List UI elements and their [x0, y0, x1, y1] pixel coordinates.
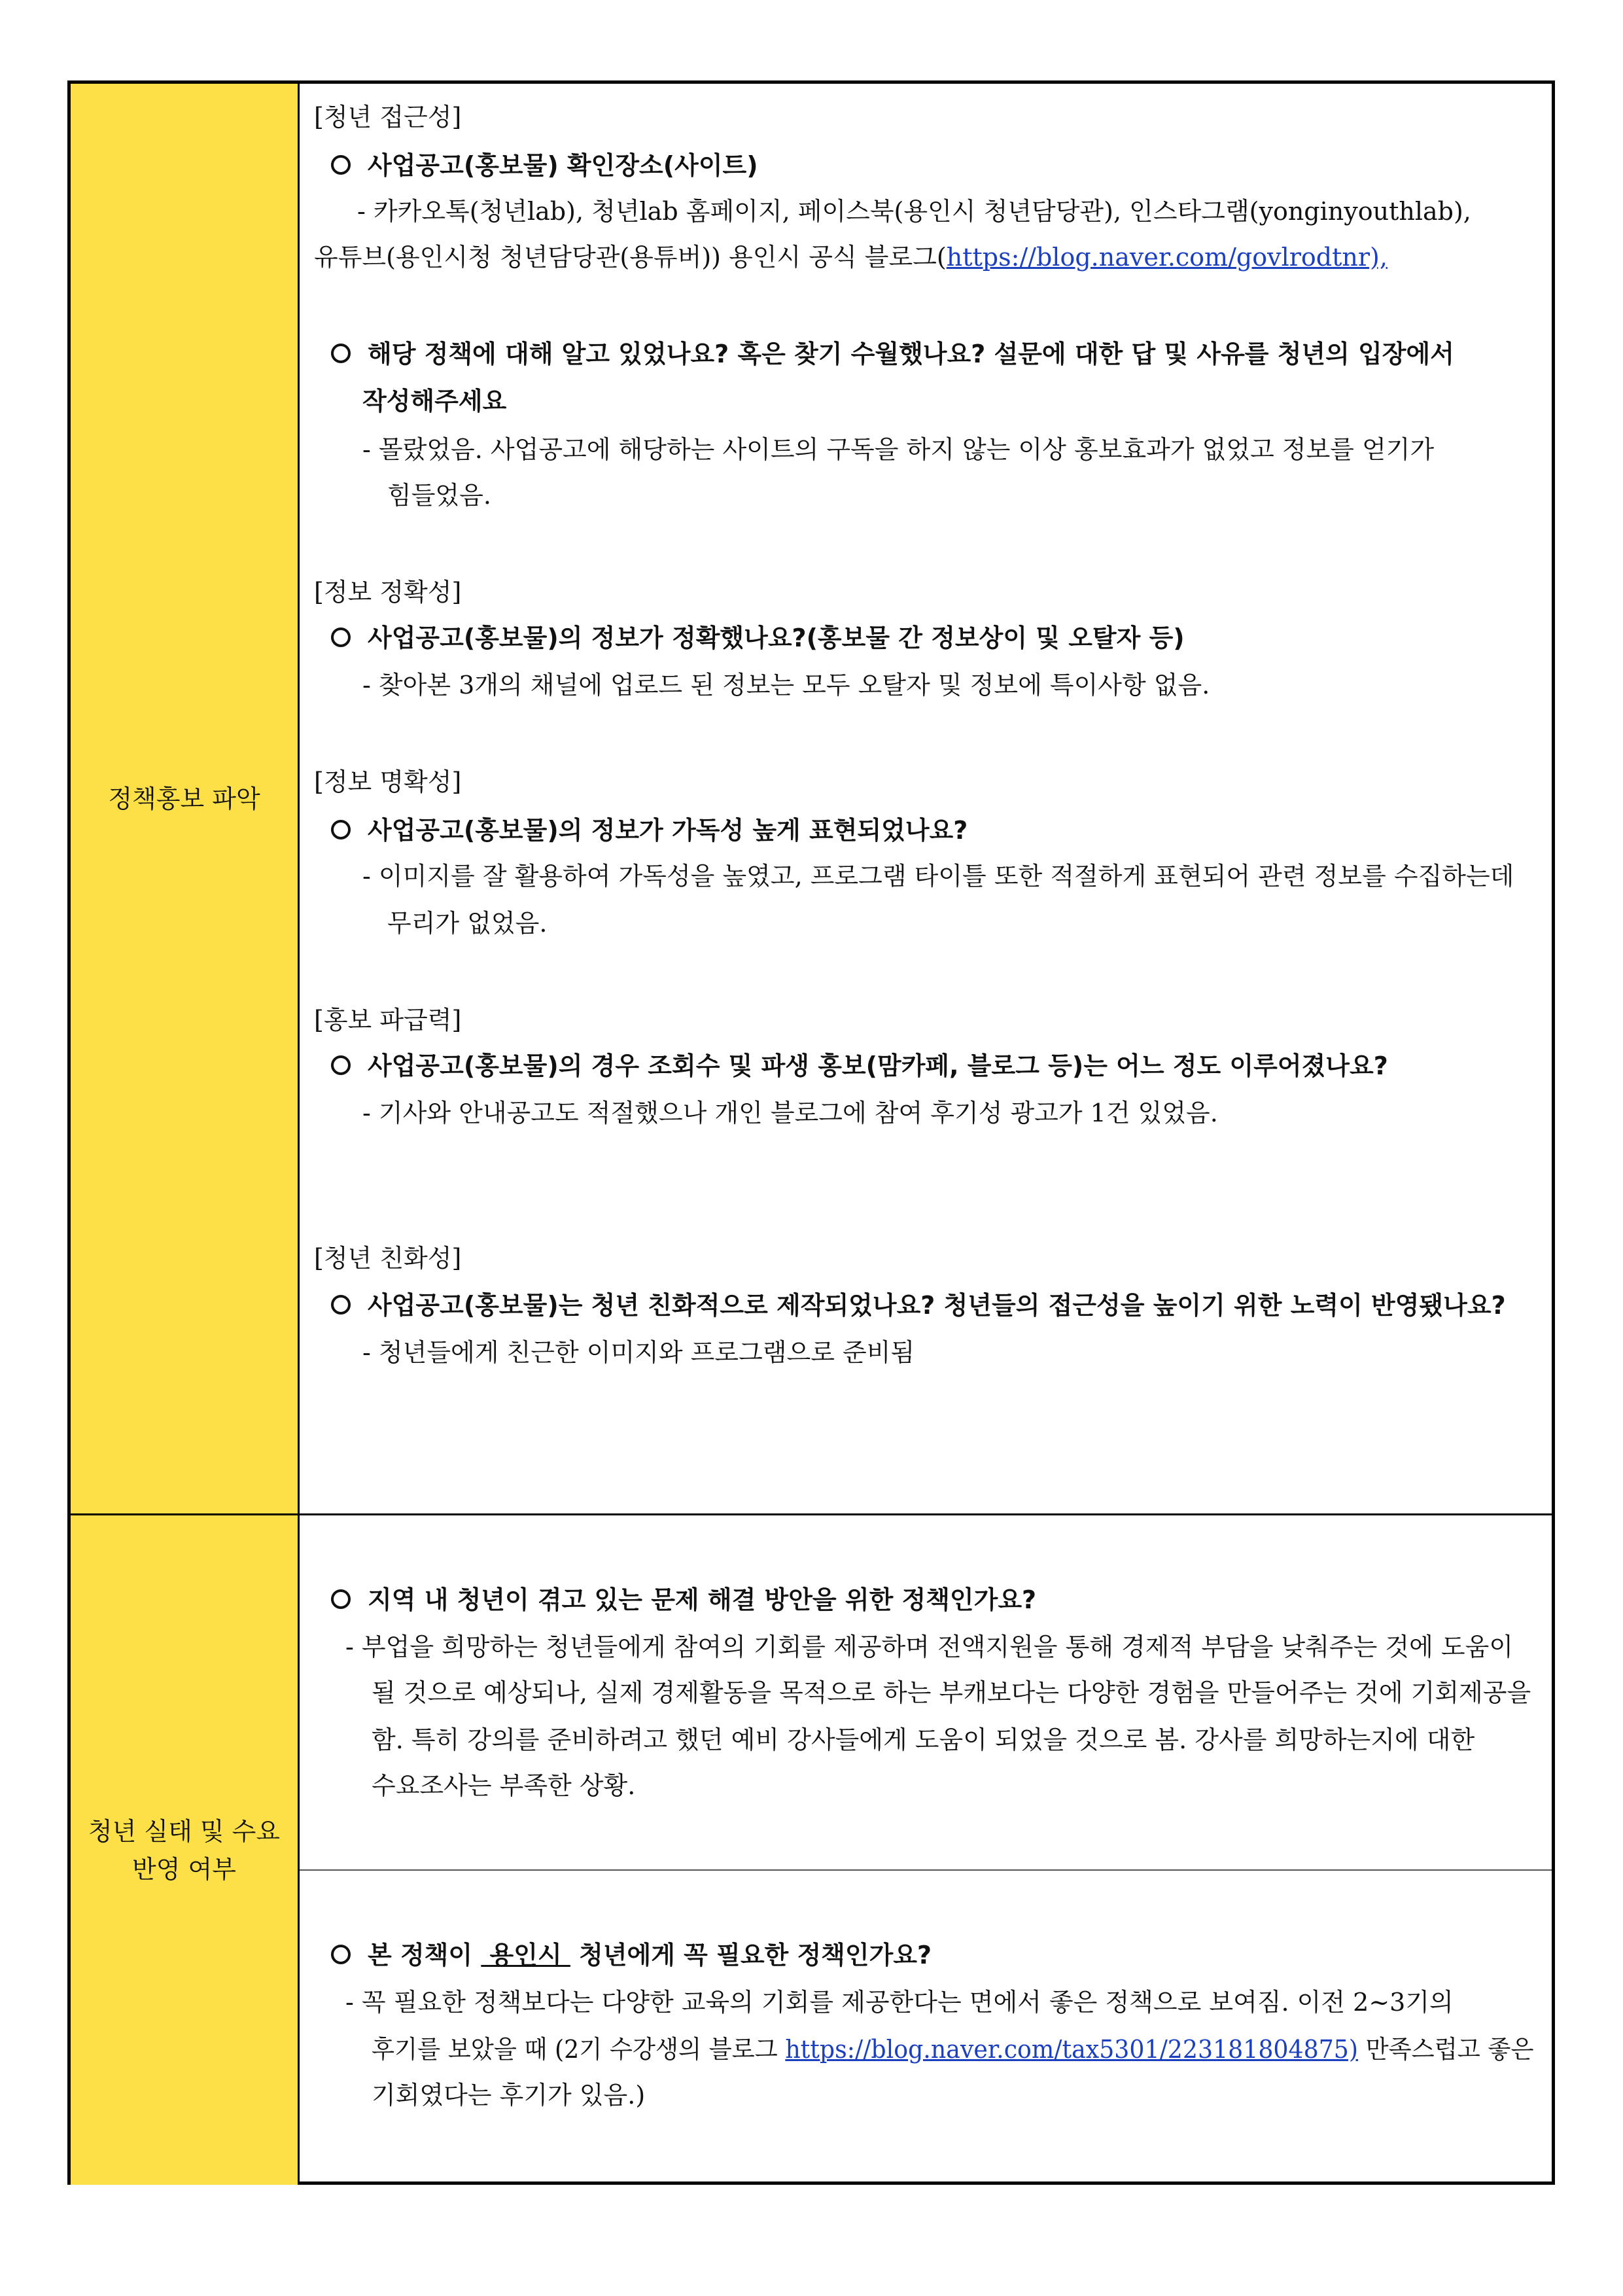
needs-answer1-line4: 수요조사는 부족한 상황. — [372, 1771, 636, 1800]
needs-answer1-line2: 될 것으로 예상되나, 실제 경제활동을 목적으로 하는 부캐보다는 다양한 경험을 만들어주는 것에 기회제공을 — [372, 1678, 1531, 1707]
friendliness-question: 사업공고(홍보물)는 청년 친화적으로 제작되었나요? 청년들의 접근성을 높이기 위한 노력이 반영됐나요? — [331, 1289, 1506, 1322]
circle-bullet-icon — [331, 155, 351, 175]
access-answer-line2: 유튜브(용인시청 청년담당관(용튜버)) 용인시 공식 블로그(https://blog.naver.com/govlrodtnr), — [314, 243, 1387, 272]
needs-answer1-line3: 함. 특히 강의를 준비하려고 했던 예비 강사들에게 도움이 되었을 것으로 봄. 강사를 희망하는지에 대한 — [372, 1725, 1475, 1754]
access-answer-line1: - 카카오톡(청년lab), 청년lab 홈페이지, 페이스북(용인시 청년담당관), 인스타그램(yonginyouthlab), — [357, 197, 1471, 226]
promo-content — [314, 84, 1536, 1513]
clarity-answer-line1: - 이미지를 잘 활용하여 가독성을 높였고, 프로그램 타이틀 또한 적절하게 표현되어 관련 정보를 수집하는데 — [362, 862, 1514, 891]
accuracy-question: 사업공고(홍보물)의 정보가 정확했나요?(홍보물 간 정보상이 및 오탈자 등) — [331, 622, 1185, 654]
access-question2-line1: 해당 정책에 대해 알고 있었나요? 혹은 찾기 수월했나요? 설문에 대한 답 및 사유를 청년의 입장에서 — [331, 338, 1454, 370]
reach-question: 사업공고(홍보물)의 경우 조회수 및 파생 홍보(맘카페, 블로그 등)는 어느 정도 이루어졌나요? — [331, 1050, 1388, 1082]
circle-bullet-icon — [331, 1589, 351, 1609]
circle-bullet-icon — [331, 344, 351, 363]
access-question: 사업공고(홍보물) 확인장소(사이트) — [331, 149, 758, 182]
needs-block2 — [314, 1871, 1536, 2185]
label-cell-needs — [71, 1515, 300, 2185]
accuracy-heading: [정보 정확성] — [314, 578, 462, 607]
friendliness-answer: - 청년들에게 친근한 이미지와 프로그램으로 준비됨 — [362, 1338, 915, 1367]
accuracy-answer: - 찾아본 3개의 채널에 업로드 된 정보는 모두 오탈자 및 정보에 특이사항 없음. — [362, 671, 1210, 699]
label-promo: 정책홍보 파악 — [108, 784, 260, 813]
circle-bullet-icon — [331, 627, 351, 647]
blog-link[interactable]: https://blog.naver.com/govlrodtnr), — [946, 243, 1387, 272]
clarity-heading: [정보 명확성] — [314, 768, 462, 796]
student-blog-link[interactable]: https://blog.naver.com/tax5301/223181804875) — [785, 2035, 1359, 2064]
access-question2-line2: 작성해주세요 — [362, 387, 507, 415]
region-blank: 용인시 — [481, 1941, 570, 1969]
reach-heading: [홍보 파급력] — [314, 1006, 462, 1034]
circle-bullet-icon — [331, 1055, 351, 1075]
label-needs-line2: 반영 여부 — [132, 1854, 236, 1884]
circle-bullet-icon — [331, 1945, 351, 1964]
reach-answer: - 기사와 안내공고도 적절했으나 개인 블로그에 참여 후기성 광고가 1건 있었음. — [362, 1099, 1218, 1127]
needs-answer2-line2: 후기를 보았을 때 (2기 수강생의 블로그 https://blog.naver.com/tax5301/223181804875) 만족스럽고 좋은 — [372, 2035, 1534, 2064]
needs-block1 — [314, 1515, 1536, 1869]
needs-answer1-line1: - 부업을 희망하는 청년들에게 참여의 기회를 제공하며 전액지원을 통해 경제적 부담을 낮춰주는 것에 도움이 — [345, 1633, 1514, 1661]
access-answer2-line2: 힘들었음. — [387, 481, 491, 510]
needs-answer2-line3: 기회였다는 후기가 있음.) — [372, 2081, 646, 2110]
evaluation-table — [67, 80, 1555, 2185]
clarity-question: 사업공고(홍보물)의 정보가 가독성 높게 표현되었나요? — [331, 814, 968, 847]
label-cell-promo — [71, 84, 300, 1513]
circle-bullet-icon — [331, 820, 351, 839]
access-heading: [청년 접근성] — [314, 103, 462, 132]
needs-answer2-line1: - 꼭 필요한 정책보다는 다양한 교육의 기회를 제공한다는 면에서 좋은 정책으로 보여짐. 이전 2~3기의 — [345, 1988, 1454, 2017]
needs-question1: 지역 내 청년이 겪고 있는 문제 해결 방안을 위한 정책인가요? — [331, 1583, 1036, 1616]
label-needs-line1: 청년 실태 및 수요 — [88, 1816, 281, 1846]
friendliness-heading: [청년 친화성] — [314, 1244, 462, 1273]
needs-question2: 본 정책이 용인시 청년에게 꼭 필요한 정책인가요? — [331, 1939, 932, 1971]
circle-bullet-icon — [331, 1295, 351, 1315]
access-answer2-line1: - 몰랐었음. 사업공고에 해당하는 사이트의 구독을 하지 않는 이상 홍보효과가 없었고 정보를 얻기가 — [362, 435, 1435, 464]
clarity-answer-line2: 무리가 없었음. — [387, 909, 548, 938]
